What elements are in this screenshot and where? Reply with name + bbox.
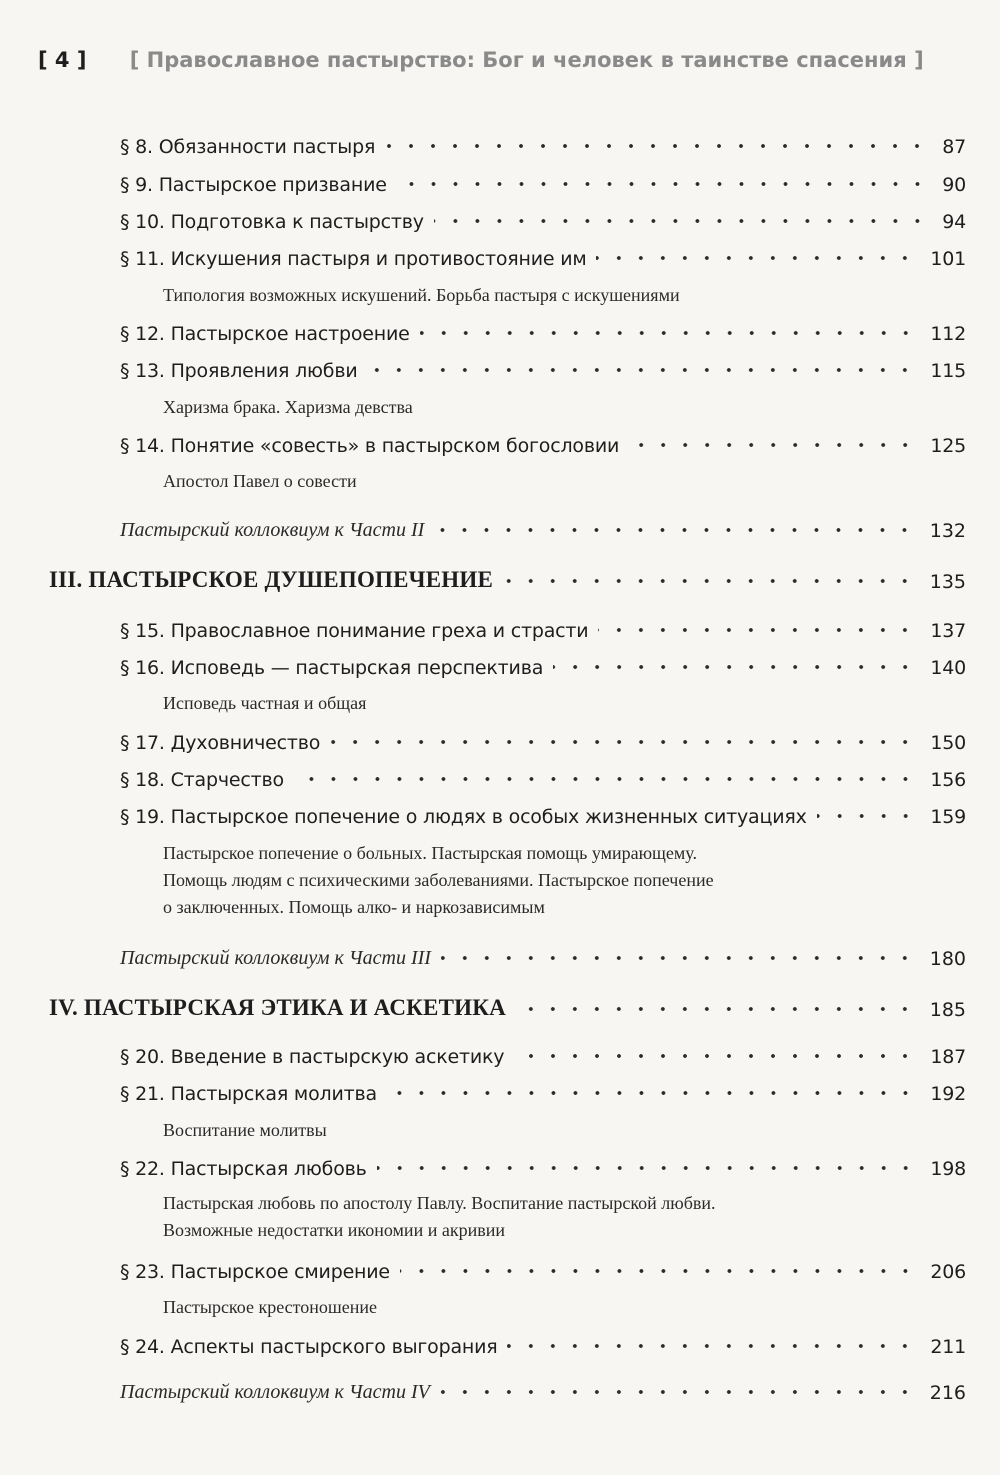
toc-subtopics	[163, 1294, 883, 1321]
toc-entry-label: § 22. Пастырская любовь	[120, 1158, 367, 1180]
toc-entry-page: 216	[929, 1382, 966, 1404]
toc-entry-s17[interactable]	[0, 724, 1000, 754]
toc-entry-s16[interactable]	[0, 649, 1000, 679]
toc-entry-label: Пастырский коллоквиум к Части IV	[120, 1381, 430, 1403]
toc-entry-s9[interactable]	[0, 166, 1000, 196]
toc-entry-page: 192	[930, 1083, 966, 1105]
toc-entry-s14[interactable]	[0, 427, 1000, 457]
dot-leader	[397, 178, 928, 190]
toc-entry-s10[interactable]	[0, 203, 1000, 233]
toc-part-4[interactable]	[0, 991, 1000, 1021]
dot-leader	[294, 773, 916, 785]
dot-leader	[330, 736, 916, 748]
toc-subtopics	[163, 690, 883, 717]
toc-entry-page: 132	[929, 520, 966, 542]
toc-entry-s11[interactable]	[0, 240, 1000, 270]
toc-entry-page: 198	[930, 1158, 966, 1180]
dot-leader	[385, 140, 928, 152]
toc-entry-label: § 18. Старчество	[120, 769, 284, 791]
toc-entry-label: § 8. Обязанности пастыря	[120, 136, 376, 158]
toc-entry-label: § 17. Духовничество	[120, 732, 321, 754]
toc-entry-page: 185	[929, 999, 966, 1021]
dot-leader	[441, 952, 916, 964]
subtopic-line: Типология возможных искушений. Борьба пастыря с искушениями	[163, 285, 680, 305]
dot-leader	[367, 364, 916, 376]
toc-entry-s8[interactable]	[0, 128, 1000, 158]
toc-entry-s12[interactable]	[0, 315, 1000, 345]
dot-leader	[420, 327, 917, 339]
subtopic-line: Помощь людям с психическими заболеваниями. Пастырское попечение	[163, 870, 714, 890]
subtopic-line: Апостол Павел о совести	[163, 471, 357, 491]
toc-entry-s22[interactable]	[0, 1150, 1000, 1180]
toc-entry-label: § 20. Введение в пастырскую аскетику	[120, 1046, 505, 1068]
toc-entry-page: 206	[930, 1261, 966, 1283]
toc-entry-page: 211	[930, 1336, 966, 1358]
dot-leader	[596, 252, 916, 264]
dot-leader	[440, 1386, 916, 1398]
toc-part-label: IV. ПАСТЫРСКАЯ ЭТИКА И АСКЕТИКА	[49, 995, 506, 1020]
toc-entry-page: 150	[930, 732, 966, 754]
toc-entry-s19[interactable]	[0, 798, 1000, 828]
dot-leader	[377, 1162, 917, 1174]
toc-entry-page: 90	[942, 174, 966, 196]
toc-part-label: III. ПАСТЫРСКОЕ ДУШЕПОПЕЧЕНИЕ	[49, 567, 494, 592]
subtopic-line: Пастырское попечение о больных. Пастырская помощь умирающему.	[163, 843, 697, 863]
toc-entry-page: 140	[930, 657, 966, 679]
page-number: [ 4 ]	[38, 48, 87, 72]
subtopic-line: Харизма брака. Харизма девства	[163, 397, 413, 417]
toc-entry-s21[interactable]	[0, 1075, 1000, 1105]
toc-entry-label: § 14. Понятие «совесть» в пастырском богословии	[120, 435, 620, 457]
toc-entry-colloquium-3[interactable]	[0, 940, 1000, 970]
dot-leader	[629, 439, 916, 451]
subtopic-line: Пастырская любовь по апостолу Павлу. Воспитание пастырской любви.	[163, 1193, 716, 1213]
toc-entry-s20[interactable]	[0, 1038, 1000, 1068]
toc-entry-page: 159	[930, 806, 966, 828]
toc-entry-page: 125	[930, 435, 966, 457]
subtopic-line: Воспитание молитвы	[163, 1120, 327, 1140]
toc-entry-page: 135	[929, 571, 966, 593]
subtopic-line: Исповедь частная и общая	[163, 693, 367, 713]
toc-entry-s24[interactable]	[0, 1328, 1000, 1358]
toc-entry-page: 87	[942, 136, 966, 158]
toc-entry-s23[interactable]	[0, 1253, 1000, 1283]
toc-entry-page: 94	[942, 211, 966, 233]
toc-entry-label: Пастырский коллоквиум к Части II	[120, 519, 425, 541]
toc-entry-colloquium-4[interactable]	[0, 1374, 1000, 1404]
toc-part-3[interactable]	[0, 563, 1000, 593]
subtopic-line: Пастырское крестоношение	[163, 1297, 378, 1317]
book-title: [ Православное пастырство: Бог и человек в таинстве спасения ]	[129, 48, 924, 72]
toc-entry-page: 180	[929, 948, 966, 970]
toc-subtopics	[163, 840, 883, 921]
toc-entry-label: § 9. Пастырское призвание	[120, 174, 387, 196]
toc-entry-label: § 13. Проявления любви	[120, 360, 358, 382]
toc-entry-label: § 16. Исповедь — пастырская перспектива	[120, 657, 544, 679]
toc-entry-label: § 23. Пастырское смирение	[120, 1261, 390, 1283]
toc-entry-label: § 15. Православное понимание греха и страсти	[120, 620, 589, 642]
dot-leader	[434, 215, 928, 227]
toc-entry-page: 112	[930, 323, 966, 345]
toc-entry-label: § 11. Искушения пастыря и противостояние им	[120, 248, 587, 270]
toc-subtopics	[163, 394, 883, 421]
toc-subtopics	[163, 282, 883, 309]
subtopic-line: о заключенных. Помощь алко- и наркозависимым	[163, 897, 545, 917]
toc-entry-label: § 12. Пастырское настроение	[120, 323, 410, 345]
dot-leader	[507, 1340, 916, 1352]
toc-entry-page: 137	[930, 620, 966, 642]
dot-leader	[817, 810, 917, 822]
dot-leader	[434, 524, 915, 536]
toc-entry-colloquium-2[interactable]	[0, 512, 1000, 542]
dot-leader	[400, 1265, 916, 1277]
toc-entry-page: 187	[930, 1046, 966, 1068]
toc-entry-label: § 19. Пастырское попечение о людях в особых жизненных ситуациях	[120, 806, 807, 828]
toc-subtopics	[163, 1117, 883, 1144]
dot-leader	[514, 1050, 916, 1062]
toc-entry-s15[interactable]	[0, 612, 1000, 642]
toc-entry-label: § 24. Аспекты пастырского выгорания	[120, 1336, 498, 1358]
dot-leader	[503, 575, 916, 587]
toc-entry-s18[interactable]	[0, 761, 1000, 791]
toc-subtopics	[163, 1190, 883, 1244]
toc-entry-page: 156	[930, 769, 966, 791]
dot-leader	[598, 624, 916, 636]
toc-entry-label: § 10. Подготовка к пастырству	[120, 211, 424, 233]
toc-entry-label: § 21. Пастырская молитва	[120, 1083, 377, 1105]
toc-subtopics	[163, 468, 883, 495]
toc-entry-page: 101	[930, 248, 966, 270]
running-header	[38, 48, 924, 72]
dot-leader	[553, 661, 916, 673]
dot-leader	[516, 1003, 916, 1015]
toc-entry-s13[interactable]	[0, 352, 1000, 382]
dot-leader	[387, 1087, 916, 1099]
toc-entry-page: 115	[930, 360, 966, 382]
toc-entry-label: Пастырский коллоквиум к Части III	[120, 947, 431, 969]
subtopic-line: Возможные недостатки икономии и акривии	[163, 1220, 505, 1240]
